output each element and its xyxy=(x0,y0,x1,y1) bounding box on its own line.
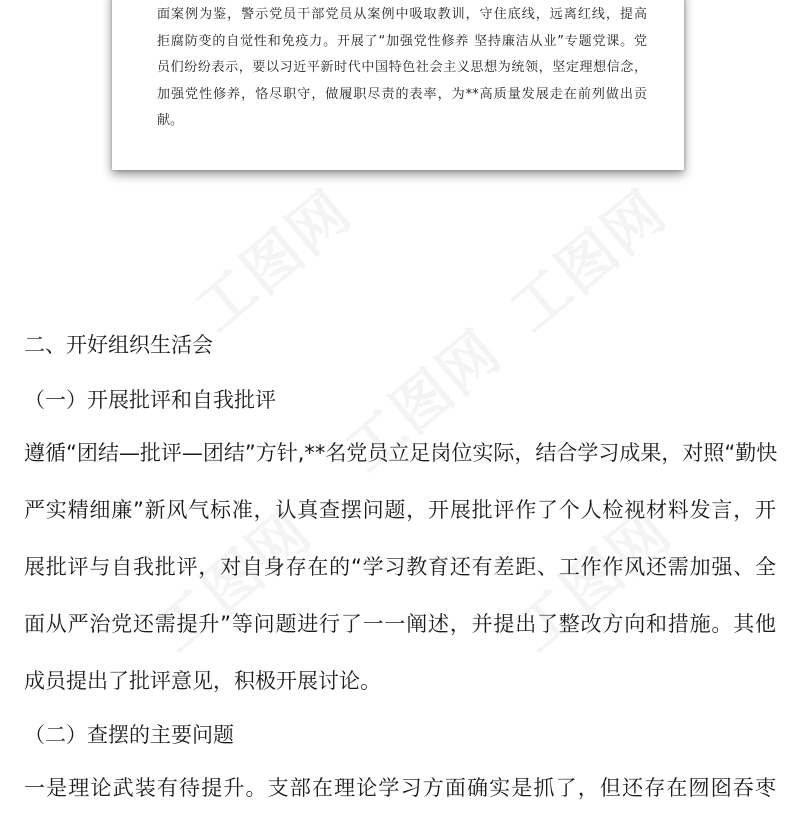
card-line: 献。 xyxy=(157,113,184,128)
paragraph-line: 一是理论武装有待提升。支部在理论学习方面确实是抓了，但还存在囫囵吞枣 xyxy=(24,776,776,800)
card-line: 加强党性修养，恪尽职守，做履职尽责的表率，为**高质量发展走在前列做出贡 xyxy=(157,86,647,102)
card-line: 拒腐防变的自觉性和免疫力。开展了“加强党性修养 坚持廉洁从业”专题党课。党 xyxy=(157,33,647,49)
watermark: 工图网 xyxy=(182,176,365,345)
paragraph-line: 严实精细廉”新风气标准，认真查摆问题，开展批评作了个人检视材料发言，开 xyxy=(24,498,776,522)
watermark: 工图网 xyxy=(142,496,325,665)
paragraph-line: 面从严治党还需提升”等问题进行了一一阐述，并提出了整改方向和措施。其他 xyxy=(24,612,776,636)
subsection-heading: （一）开展批评和自我批评 xyxy=(24,388,276,412)
card-line: 面案例为鉴，警示党员干部党员从案例中吸取教训，守住底线，远离红线，提高 xyxy=(157,7,647,22)
main-content xyxy=(24,322,776,817)
paragraph xyxy=(24,425,776,710)
subsection-heading: （二）查摆的主要问题 xyxy=(24,723,234,747)
paragraph-line: 展批评与自我批评，对自身存在的“学习教育还有差距、工作作风还需加强、全 xyxy=(24,555,776,579)
watermark: 工图网 xyxy=(332,316,515,485)
paragraph-line: 成员提出了批评意见，积极开展讨论。 xyxy=(24,669,381,693)
watermark: 工图网 xyxy=(502,496,685,665)
section-heading: 二、开好组织生活会 xyxy=(24,333,213,357)
card-line: 员们纷纷表示，要以习近平新时代中国特色社会主义思想为统领，坚定理想信念， xyxy=(157,60,647,75)
paragraph-line: 遵循“团结—批评—团结”方针,**名党员立足岗位实际，结合学习成果，对照“勤快 xyxy=(24,441,778,465)
watermark: 工图网 xyxy=(497,176,680,345)
card-text xyxy=(157,2,647,135)
paragraph xyxy=(24,760,776,817)
document-card xyxy=(112,0,684,170)
